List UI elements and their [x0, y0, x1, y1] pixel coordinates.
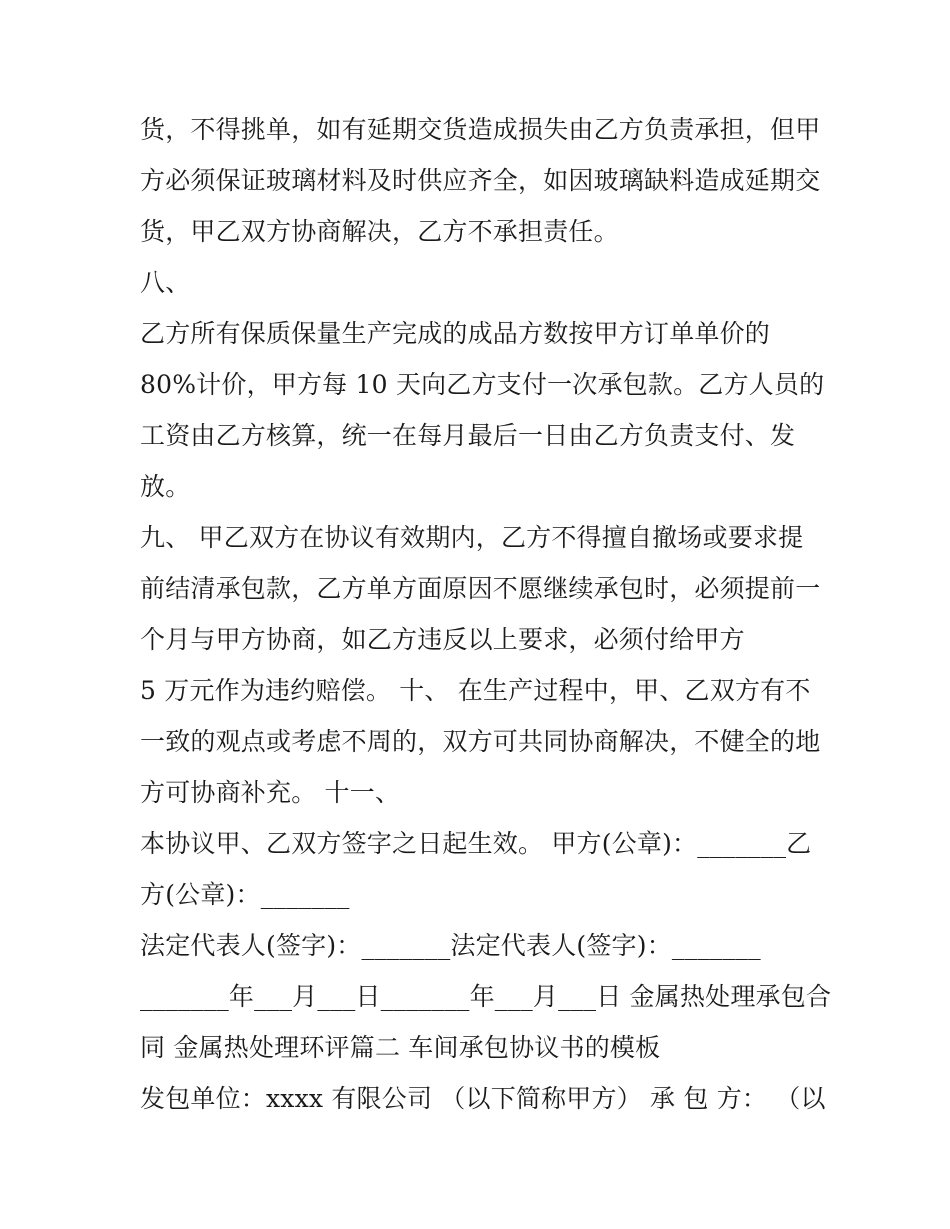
text-line: 80%计价，甲方每 10 天向乙方支付一次承包款。乙方人员的 — [140, 370, 825, 399]
text-line: 八、 — [140, 268, 191, 297]
text-line: _______年___月___日_______年___月___日 金属热处理承包合 — [140, 982, 832, 1011]
text-line: 法定代表人(签字)：_______法定代表人(签字)：_______ — [140, 931, 761, 960]
text-line: 方必须保证玻璃材料及时供应齐全，如因玻璃缺料造成延期交 — [140, 166, 821, 195]
text-line: 九、 甲乙双方在协议有效期内，乙方不得擅自撤场或要求提 — [140, 523, 804, 552]
text-line: 乙方所有保质保量生产完成的成品方数按甲方订单单价的 — [140, 319, 771, 348]
text-line: 放。 — [140, 472, 191, 501]
text-line: 一致的观点或考虑不周的，双方可共同协商解决，不健全的地 — [140, 727, 821, 756]
text-line: 5 万元作为违约赔偿。 十、 在生产过程中，甲、乙双方有不 — [140, 676, 811, 705]
text-line: 工资由乙方核算，统一在每月最后一日由乙方负责支付、发 — [140, 421, 796, 450]
text-line: 方可协商补充。 十一、 — [140, 778, 401, 807]
text-line: 个月与甲方协商，如乙方违反以上要求，必须付给甲方 — [140, 625, 745, 654]
text-line: 前结清承包款，乙方单方面原因不愿继续承包时，必须提前一 — [140, 574, 821, 603]
text-line: 发包单位：xxxx 有限公司 （以下简称甲方） 承 包 方： （以 — [140, 1084, 826, 1113]
text-line: 同 金属热处理环评篇二 车间承包协议书的模板 — [140, 1033, 661, 1062]
text-line: 货，不得挑单，如有延期交货造成损失由乙方负责承担，但甲 — [140, 115, 821, 144]
text-line: 货，甲乙双方协商解决，乙方不承担责任。 — [140, 217, 619, 246]
text-line: 方(公章)：_______ — [140, 880, 350, 909]
text-line: 本协议甲、乙双方签字之日起生效。 甲方(公章)：_______乙 — [140, 829, 812, 858]
